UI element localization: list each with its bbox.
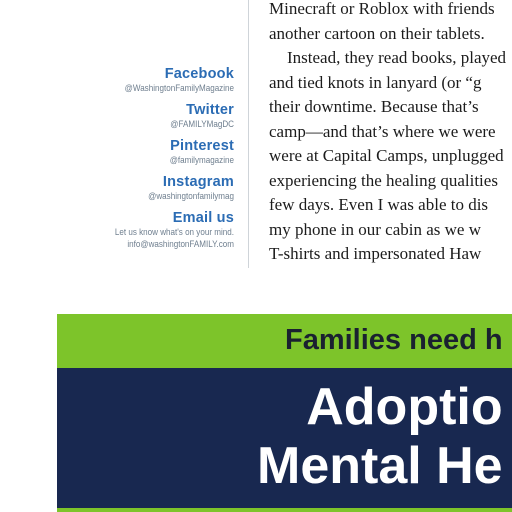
email-address[interactable]: info@washingtonFAMILY.com — [127, 239, 234, 250]
social-instagram — [34, 174, 234, 203]
article-line: their downtime. Because that’s — [269, 97, 479, 116]
banner-tagline-bar — [57, 314, 512, 368]
social-twitter — [34, 102, 234, 131]
article-line: my phone in our cabin as we w — [269, 219, 481, 239]
article-body — [269, 0, 512, 267]
instagram-handle: @washingtonfamilymag — [148, 191, 234, 202]
article-line: another cartoon on their tablets. — [269, 23, 485, 43]
article-line: were at Capital Camps, unplugged — [269, 146, 504, 165]
facebook-label: Facebook — [164, 66, 234, 82]
banner-title-line1: Adoptio — [306, 378, 503, 436]
banner-title-line2: Mental He — [257, 437, 503, 495]
adoption-ad-banner[interactable] — [57, 314, 512, 512]
article-line: and tied knots in lanyard (or “g — [269, 72, 482, 92]
article-line: T-shirts and impersonated Haw — [269, 244, 482, 263]
article-line: Minecraft or Roblox with friends — [269, 0, 495, 18]
social-email — [34, 210, 234, 251]
banner-tagline: Families need h — [285, 324, 503, 356]
banner-bottom-strip — [57, 508, 512, 512]
banner-title-panel — [57, 368, 512, 512]
social-pinterest — [34, 138, 234, 167]
twitter-handle: @FAMILYMagDC — [170, 119, 234, 130]
social-media-sidebar — [34, 66, 234, 258]
facebook-handle: @WashingtonFamilyMagazine — [124, 83, 234, 94]
banner-title — [257, 378, 503, 496]
pinterest-label: Pinterest — [170, 138, 234, 154]
article-line: experiencing the healing qualities — [269, 170, 498, 190]
pinterest-handle: @familymagazine — [169, 155, 234, 166]
article-line: Instead, they read books, played — [287, 48, 507, 67]
email-prompt: Let us know what's on your mind. — [114, 227, 234, 238]
twitter-label: Twitter — [186, 102, 234, 118]
instagram-label: Instagram — [162, 174, 234, 190]
social-facebook — [34, 66, 234, 95]
email-label: Email us — [172, 210, 234, 226]
column-divider — [248, 0, 249, 268]
article-line: camp—and that’s where we were — [269, 121, 496, 141]
article-line: few days. Even I was able to dis — [269, 195, 489, 214]
